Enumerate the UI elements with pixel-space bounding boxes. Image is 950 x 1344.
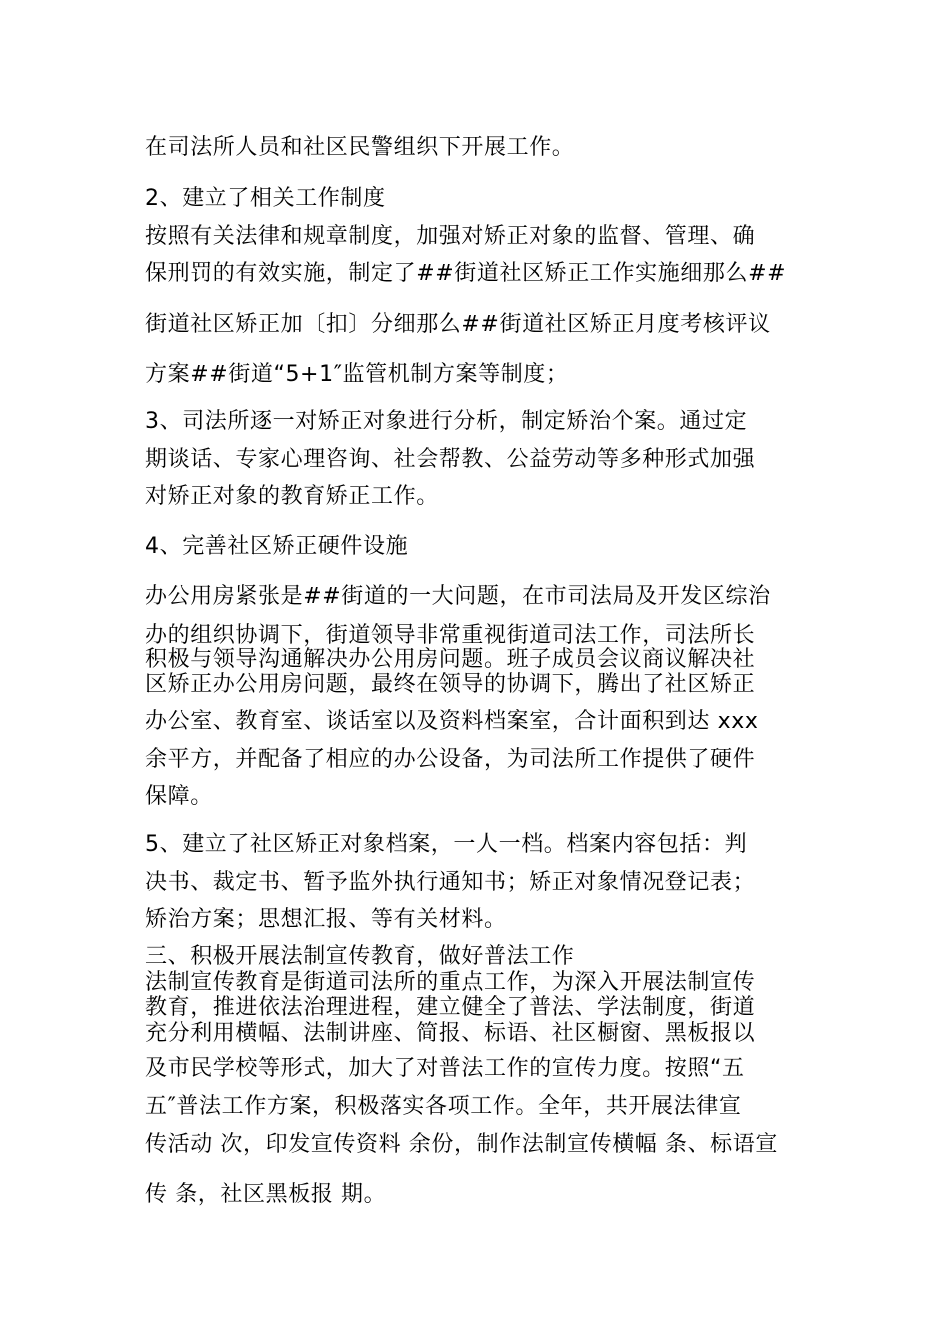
text-line: 期谈话、专家心理咨询、社会帮教、公益劳动等多种形式加强 xyxy=(145,447,756,472)
text-line: 方案##街道“5+1″监管机制方案等制度； xyxy=(145,362,569,387)
text-line: 教育，推进依法治理进程，建立健全了普法、学法制度，街道 xyxy=(145,995,756,1020)
text-line: 传活动 次，印发宣传资料 余份，制作法制宣传横幅 条、标语宣 xyxy=(145,1132,778,1157)
text-line: 街道社区矫正加〔扣〕分细那么##街道社区矫正月度考核评议 xyxy=(145,312,771,337)
text-line: 保障。 xyxy=(145,784,213,809)
text-line: 充分利用横幅、法制讲座、简报、标语、社区橱窗、黑板报以 xyxy=(145,1021,756,1046)
text-line: 积极与领导沟通解决办公用房问题。班子成员会议商议解决社 xyxy=(145,647,756,672)
text-line: 矫治方案；思想汇报、等有关材料。 xyxy=(145,907,507,932)
section-heading: 三、积极开展法制宣传教育，做好普法工作 xyxy=(145,944,575,969)
text-line: 对矫正对象的教育矫正工作。 xyxy=(145,484,439,509)
text-line: 法制宣传教育是街道司法所的重点工作，为深入开展法制宣传 xyxy=(145,970,756,995)
section-heading: 5、建立了社区矫正对象档案，一人一档。档案内容包括：判 xyxy=(145,832,748,857)
text-line: 传 条，社区黑板报 期。 xyxy=(145,1182,387,1207)
text-line: 余平方，并配备了相应的办公设备，为司法所工作提供了硬件 xyxy=(145,747,756,772)
text-line: 决书、裁定书、暂予监外执行通知书；矫正对象情况登记表； xyxy=(145,870,756,895)
text-line: 3、司法所逐一对矫正对象进行分析，制定矫治个案。通过定 xyxy=(145,409,748,434)
text-line: 办公用房紧张是##街道的一大问题，在市司法局及开发区综治 xyxy=(145,584,771,609)
text-line: 区矫正办公用房问题，最终在领导的协调下，腾出了社区矫正 xyxy=(145,672,756,697)
text-line: 在司法所人员和社区民警组织下开展工作。 xyxy=(145,135,575,160)
text-line: 五″普法工作方案，积极落实各项工作。全年，共开展法律宣 xyxy=(145,1094,742,1119)
text-line: 按照有关法律和规章制度，加强对矫正对象的监督、管理、确 xyxy=(145,224,756,249)
section-heading: 4、完善社区矫正硬件设施 xyxy=(145,534,409,559)
text-line: 及市民学校等形式，加大了对普法工作的宣传力度。按照“五 xyxy=(145,1056,745,1081)
text-line: 办公室、教育室、谈话室以及资料档案室，合计面积到达 xxx xyxy=(145,709,759,734)
text-line: 办的组织协调下，街道领导非常重视街道司法工作，司法所长 xyxy=(145,623,756,648)
section-heading: 2、建立了相关工作制度 xyxy=(145,186,386,211)
text-line: 保刑罚的有效实施，制定了##街道社区矫正工作实施细那么## xyxy=(145,261,787,286)
